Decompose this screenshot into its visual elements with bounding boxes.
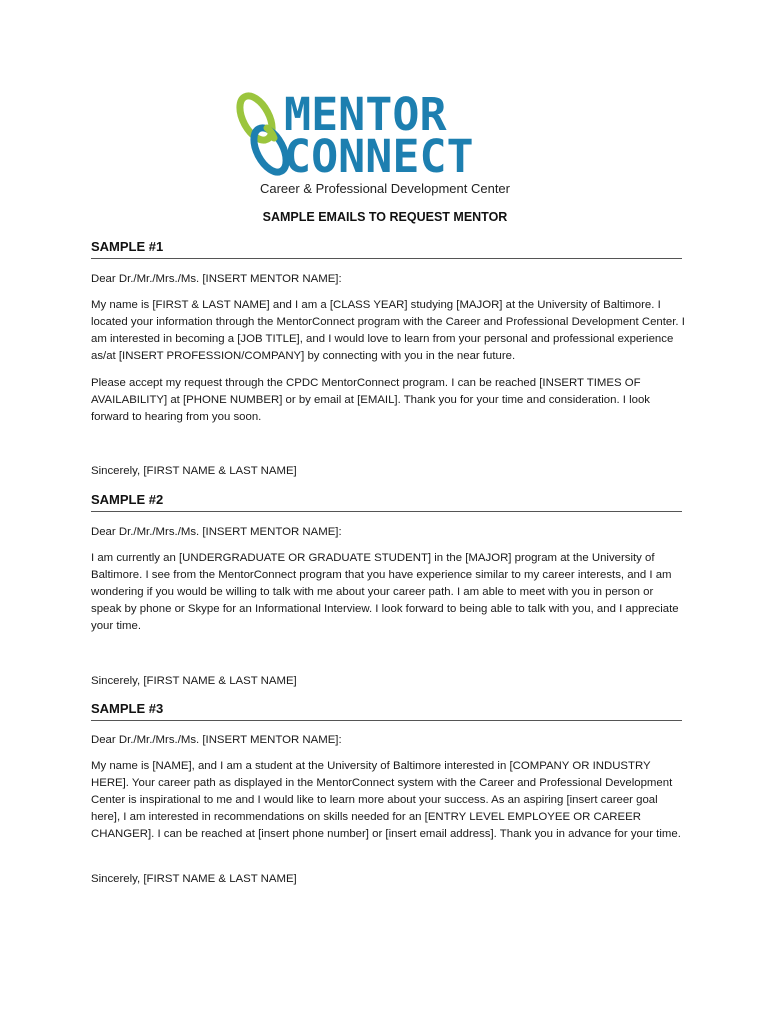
sample-3-heading: SAMPLE #3	[91, 701, 682, 721]
sample-1-paragraph-2: Please accept my request through the CPDC MentorConnect program. I can be reached [INSERT TIMES OF AVAILABILITY] at [PHONE NUMBER] or by email at [EMAIL]. Thank you for your time and consideration. I look forward to hearing from you soon.	[91, 377, 651, 423]
sample-2-greeting: Dear Dr./Mr./Mrs./Ms. [INSERT MENTOR NAME]:	[91, 526, 342, 538]
logo-word-mentor: MENTOR	[284, 88, 447, 141]
sample-3-closing: Sincerely, [FIRST NAME & LAST NAME]	[91, 873, 297, 885]
sample-1-paragraph-1: My name is [FIRST & LAST NAME] and I am a [CLASS YEAR] studying [MAJOR] at the University of Baltimore. I located your information through the MentorConnect program with the Career and Professional Development Center. I am interested in becoming a [JOB TITLE], and I would love to learn from your personal and professional experience as/at [INSERT PROFESSION/COMPANY] by connecting with you in the near future.	[91, 299, 685, 362]
sample-1-closing: Sincerely, [FIRST NAME & LAST NAME]	[91, 465, 297, 477]
sample-2-paragraph-1: I am currently an [UNDERGRADUATE OR GRADUATE STUDENT] in the [MAJOR] program at the University of Baltimore. I see from the MentorConnect program that you have experience similar to my career interests, and I am wondering if you would be willing to talk with me about your career path. I am able to meet with you in person or speak by phone or Skype for an Informational Interview. I look forward to being able to talk with you, and I appreciate your time.	[91, 552, 679, 632]
sample-3-paragraph-1: My name is [NAME], and I am a student at the University of Baltimore interested in [COMPANY OR INDUSTRY HERE]. Your career path as displayed in the MentorConnect system with the Career and Professional Development Center is inspirational to me and I would like to learn more about your success. As an aspiring [insert career goal here], I am interested in recommendations on skills needed for an [ENTRY LEVEL EMPLOYEE OR CAREER CHANGER]. I can be reached at [insert phone number] or [insert email address]. Thank you in advance for your time.	[91, 760, 681, 840]
logo-tagline: Career & Professional Development Center	[259, 181, 510, 196]
logo-word-connect: CONNECT	[284, 130, 474, 183]
sample-2-heading: SAMPLE #2	[91, 492, 682, 512]
sample-1-greeting: Dear Dr./Mr./Mrs./Ms. [INSERT MENTOR NAME]:	[91, 273, 342, 285]
sample-3-greeting: Dear Dr./Mr./Mrs./Ms. [INSERT MENTOR NAME]:	[91, 734, 342, 746]
mentor-connect-logo	[232, 88, 542, 188]
sample-2-closing: Sincerely, [FIRST NAME & LAST NAME]	[91, 675, 297, 687]
document-title: SAMPLE EMAILS TO REQUEST MENTOR	[262, 210, 508, 224]
sample-1-heading: SAMPLE #1	[91, 239, 682, 259]
